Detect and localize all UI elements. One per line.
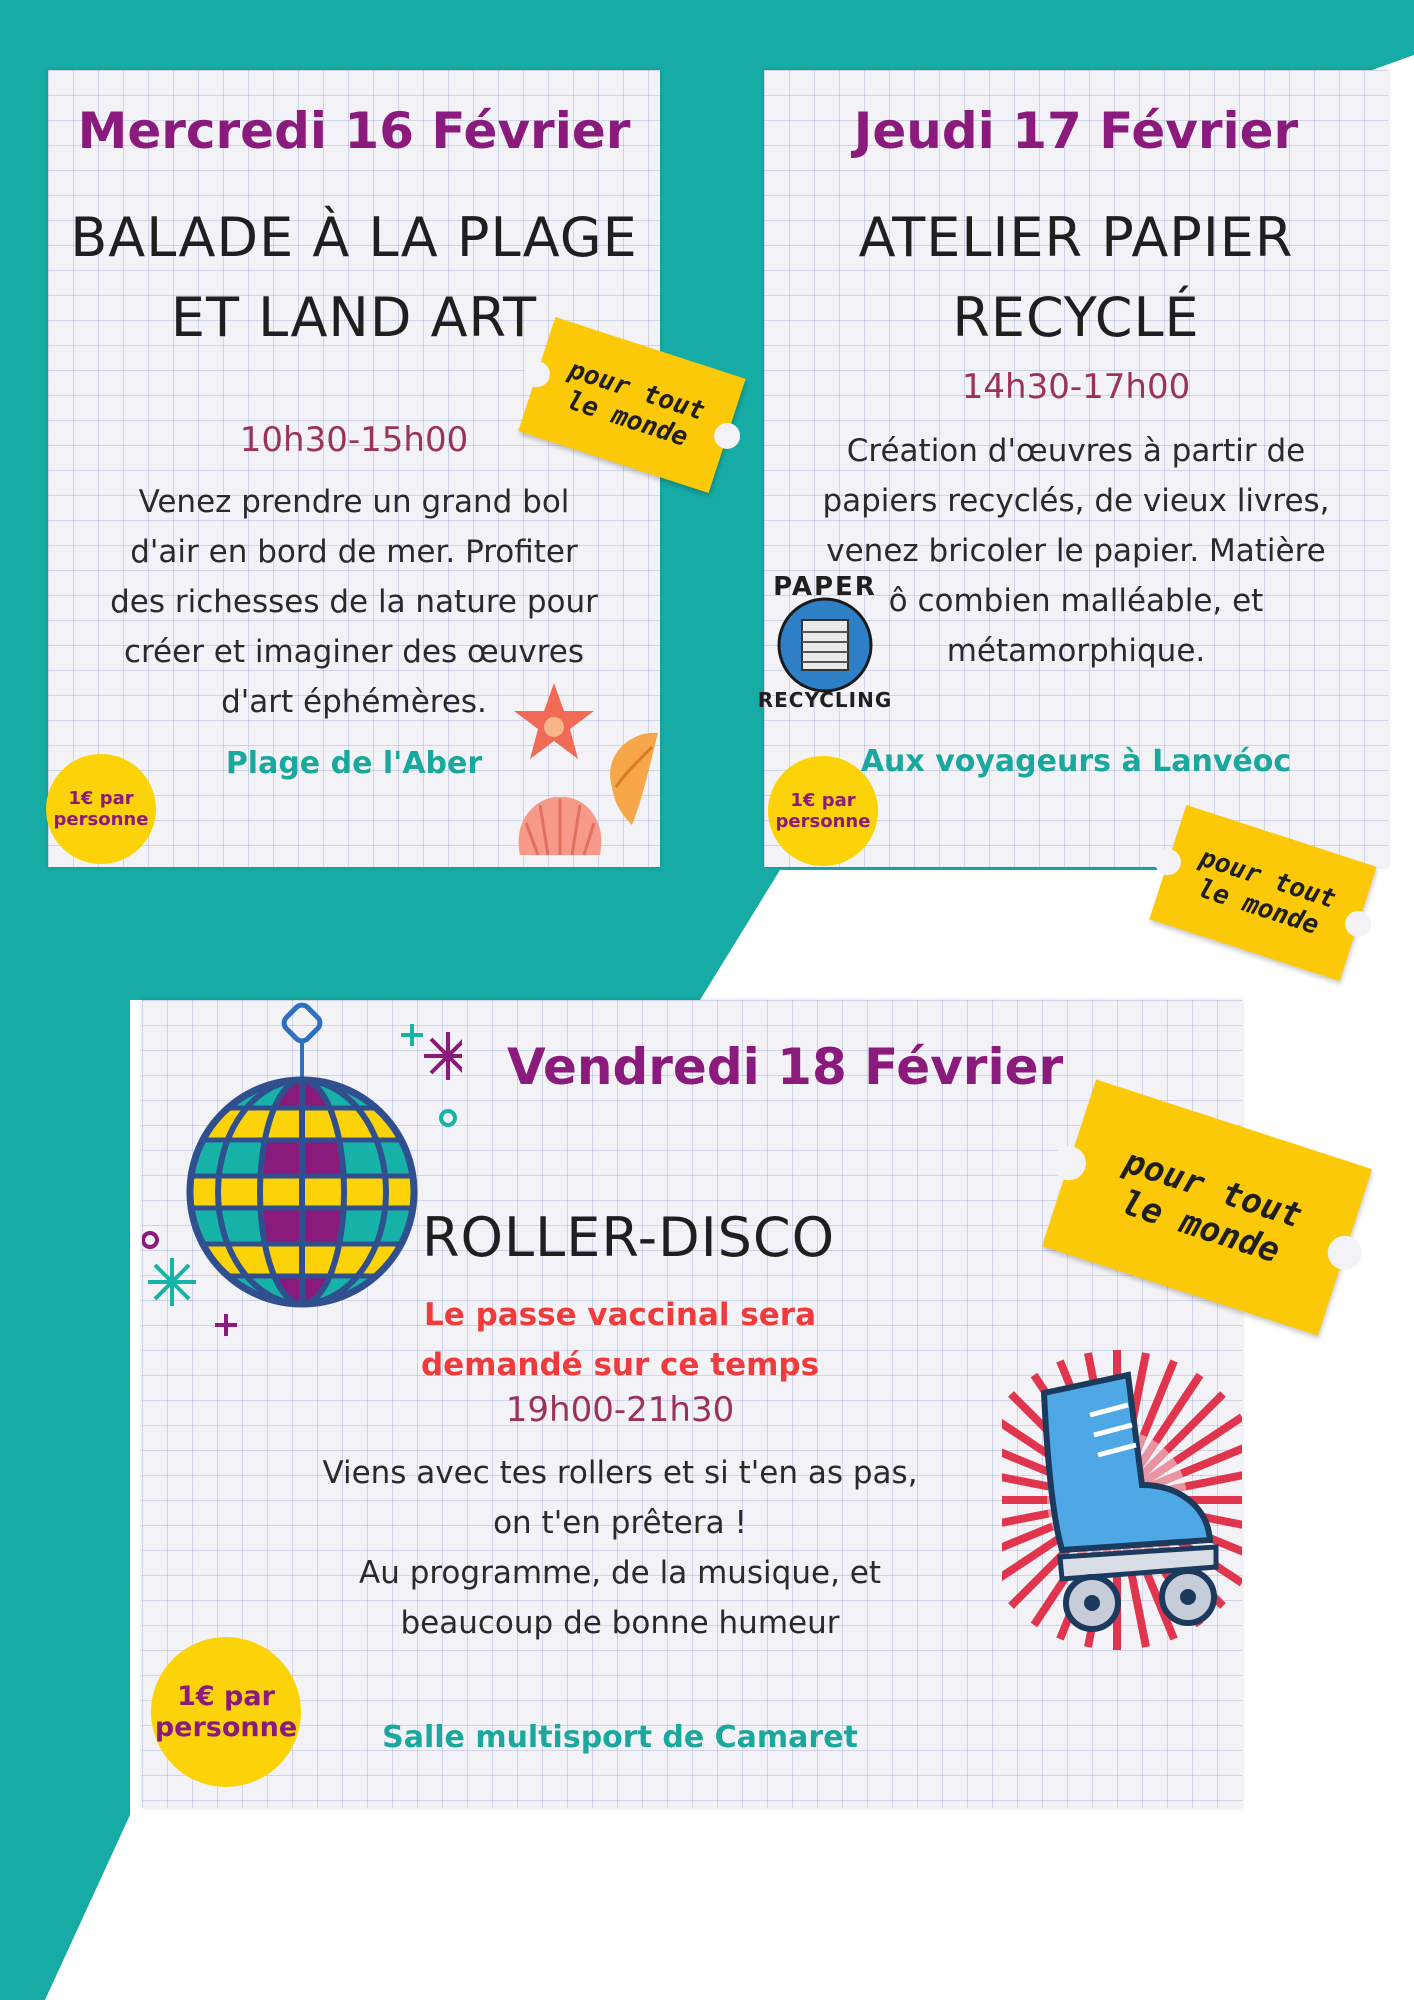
logo-text-bottom: RECYCLING (757, 688, 893, 712)
description-line: Viens avec tes rollers et si t'en as pas, (322, 1455, 918, 1491)
description-line: créer et imaginer des œuvres (123, 634, 585, 670)
event-title-line2: ET LAND ART (170, 286, 538, 349)
event-title-line1: ATELIER PAPIER (858, 206, 1294, 269)
description-line: Création d'œuvres à partir de (846, 433, 1306, 469)
paper-recycling-logo (750, 570, 900, 720)
price-line1: 1€ par (68, 788, 134, 809)
event-time: 10h30-15h00 (239, 420, 469, 460)
notice-line: Le passe vaccinal sera (424, 1297, 816, 1333)
price-line2: personne (775, 811, 871, 832)
ticket-label: pour tout le monde (563, 354, 709, 453)
description-line: Venez prendre un grand bol (138, 484, 570, 520)
event-card-thursday (757, 70, 1388, 867)
event-time: 14h30-17h00 (961, 367, 1191, 407)
description-line: d'art éphémères. (221, 684, 487, 720)
description-line: on t'en prêtera ! (493, 1505, 747, 1541)
notice-line: demandé sur ce temps (420, 1347, 820, 1383)
event-title-line1: ROLLER-DISCO (422, 1206, 836, 1269)
description-line: d'air en bord de mer. Profiter (130, 534, 578, 570)
event-card-friday (142, 1000, 1242, 1808)
ticket-label: pour tout le monde (1194, 842, 1340, 941)
day-heading: Mercredi 16 Février (77, 102, 631, 160)
disco-ball-icon (142, 1000, 462, 1340)
price-badge (151, 1637, 301, 1787)
price-badge (768, 756, 878, 866)
event-title-line1: BALADE À LA PLAGE (70, 206, 638, 269)
description-line: venez bricoler le papier. Matière (826, 533, 1326, 569)
event-location: Salle multisport de Camaret (382, 1720, 858, 1755)
description-line: Au programme, de la musique, et (358, 1555, 882, 1591)
price-line2: personne (154, 1712, 298, 1743)
ticket-label: pour tout le monde (1116, 1140, 1307, 1271)
event-title-line2: RECYCLÉ (952, 286, 1200, 349)
description-line: papiers recyclés, de vieux livres, (822, 483, 1330, 519)
event-location: Aux voyageurs à Lanvéoc (860, 744, 1292, 779)
seashells-icon (512, 675, 660, 865)
event-location: Plage de l'Aber (225, 746, 483, 781)
description-line: ô combien malléable, et (888, 583, 1264, 619)
price-line2: personne (53, 809, 149, 830)
price-line1: 1€ par (790, 790, 856, 811)
event-description (280, 1448, 960, 1648)
description-line: beaucoup de bonne humeur (400, 1605, 840, 1641)
event-time: 19h00-21h30 (505, 1390, 735, 1430)
logo-text-top: PAPER (773, 572, 877, 602)
price-badge (46, 754, 156, 864)
roller-skate-icon (1002, 1335, 1242, 1665)
description-line: métamorphique. (946, 633, 1206, 669)
day-heading: Vendredi 18 Février (507, 1038, 1064, 1096)
day-heading: Jeudi 17 Février (853, 102, 1299, 160)
description-line: des richesses de la nature pour (110, 584, 598, 620)
event-card-wednesday (48, 70, 660, 867)
price-line1: 1€ par (177, 1681, 275, 1712)
